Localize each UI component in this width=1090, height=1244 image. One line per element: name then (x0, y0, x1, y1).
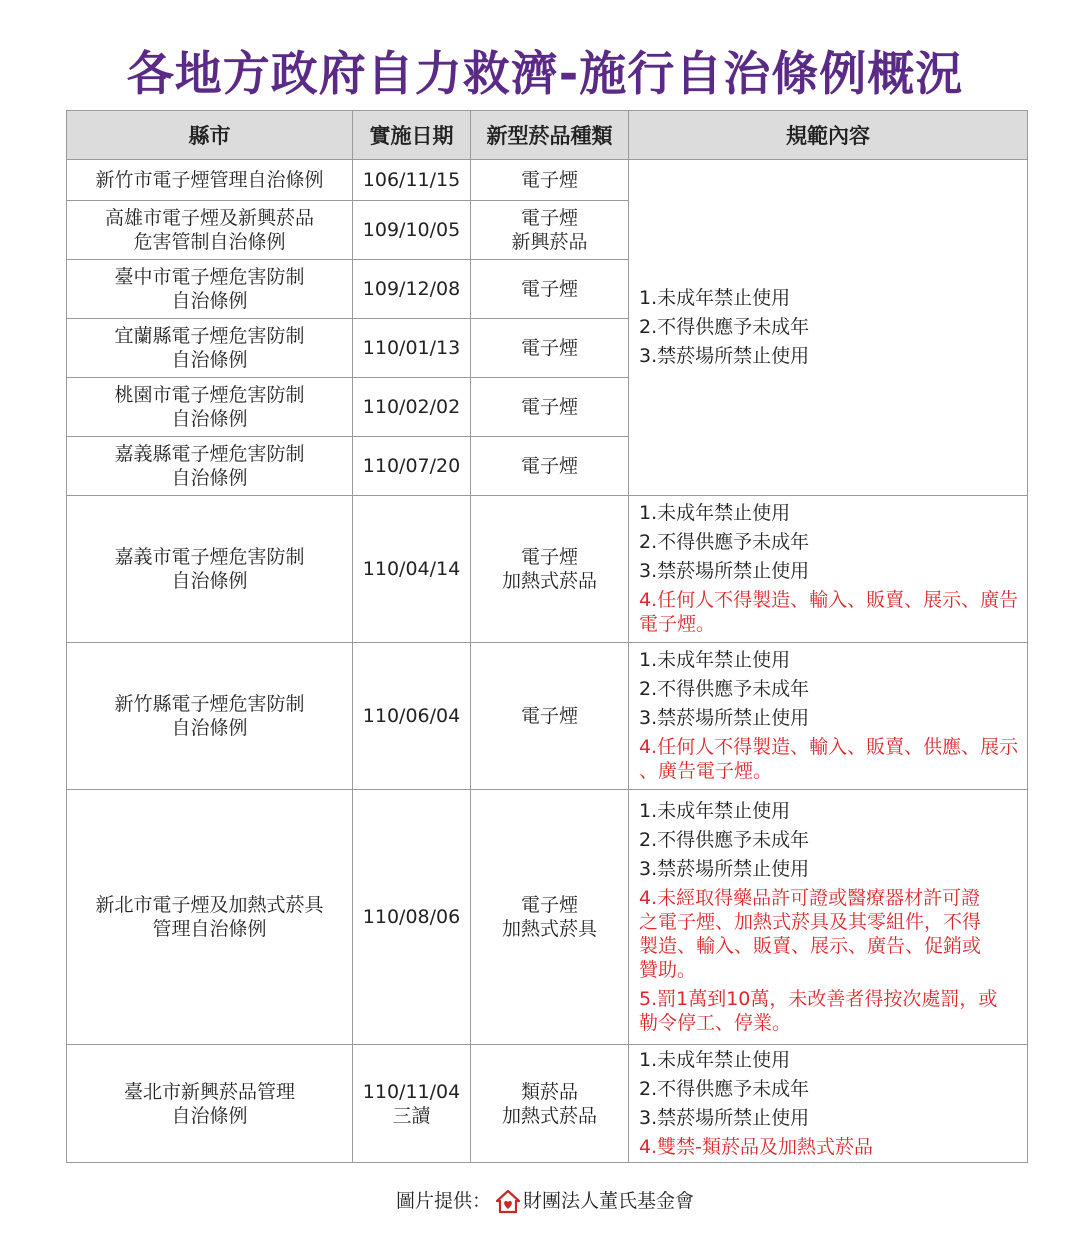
house-heart-icon (495, 1189, 521, 1215)
product-line: 電子煙 (520, 278, 578, 300)
county-line: 自治條例 (171, 1104, 248, 1127)
product-line: 電子煙 (520, 337, 578, 359)
date-line: 110/07/20 (362, 455, 461, 477)
rule-line: 贊助。 (639, 958, 697, 981)
rule-line: 4.雙禁-類菸品及加熱式菸品 (639, 1135, 873, 1158)
product-line: 電子煙 (520, 396, 578, 418)
county-line: 危害管制自治條例 (133, 231, 286, 253)
cell-county (67, 160, 353, 201)
date-line: 110/01/13 (362, 337, 461, 359)
cell-county (67, 496, 353, 643)
table-row (67, 160, 1028, 201)
table-header-row (67, 111, 1028, 160)
cell-rules (629, 643, 1028, 790)
product-line: 電子煙 (520, 546, 578, 568)
county-line: 自治條例 (171, 290, 248, 312)
table-row (67, 790, 1028, 1045)
date-line: 106/11/15 (362, 169, 461, 191)
cell-date (353, 496, 471, 643)
rule-item: 3.禁菸場所禁止使用 (639, 345, 810, 367)
rule-line: 5.罰1萬到10萬，未改善者得按次處罰，或 (639, 987, 998, 1010)
product-line: 電子煙 (520, 894, 578, 916)
date-line: 110/02/02 (362, 396, 461, 418)
rule-line: 勒令停工、停業。 (639, 1011, 792, 1034)
rule-item-highlight (639, 884, 1027, 985)
cell-rules (629, 790, 1028, 1045)
rule-item-highlight (639, 985, 1027, 1038)
cell-county (67, 319, 353, 378)
county-line: 嘉義市電子煙危害防制 (114, 546, 305, 568)
product-line: 電子煙 (520, 705, 578, 727)
rule-item: 2.不得供應予未成年 (639, 316, 810, 338)
product-line: 類菸品 (520, 1080, 578, 1103)
county-line: 高雄市電子煙及新興菸品 (104, 207, 314, 229)
county-line: 新竹市電子煙管理自治條例 (95, 169, 324, 191)
county-line: 新北市電子煙及加熱式菸具 (95, 894, 324, 916)
ordinance-table (66, 110, 1028, 1163)
header-county: 縣市 (67, 111, 353, 160)
county-line: 臺中市電子煙危害防制 (114, 266, 305, 288)
cell-product (471, 160, 629, 201)
rule-item: 1.未成年禁止使用 (639, 1048, 791, 1071)
county-line: 新竹縣電子煙危害防制 (114, 693, 305, 715)
cell-date (353, 378, 471, 437)
cell-date (353, 160, 471, 201)
product-line: 電子煙 (520, 455, 578, 477)
rule-item: 3.禁菸場所禁止使用 (639, 560, 810, 582)
footer-org: 財團法人董氏基金會 (523, 1190, 695, 1212)
rule-line: 4.任何人不得製造、輸入、販賣、供應、展示 (639, 736, 1019, 758)
rule-line: 、廣告電子煙。 (639, 760, 773, 782)
rule-item: 2.不得供應予未成年 (639, 1077, 810, 1100)
table-row (67, 496, 1028, 643)
product-line: 加熱式菸品 (501, 1104, 597, 1127)
table-row (67, 1045, 1028, 1163)
rule-line: 電子煙。 (639, 613, 716, 635)
product-line: 加熱式菸品 (501, 570, 597, 592)
rule-line: 4.任何人不得製造、輸入、販賣、展示、廣告 (639, 589, 1019, 611)
header-product: 新型菸品種類 (471, 111, 629, 160)
cell-county (67, 790, 353, 1045)
rule-line: 之電子煙、加熱式菸具及其零組件，不得 (639, 910, 982, 933)
rule-item: 1.未成年禁止使用 (639, 649, 791, 671)
cell-product (471, 1045, 629, 1163)
rule-item: 1.未成年禁止使用 (639, 287, 791, 309)
cell-date (353, 201, 471, 260)
county-line: 宜蘭縣電子煙危害防制 (114, 325, 305, 347)
cell-county (67, 437, 353, 496)
date-line: 109/12/08 (362, 278, 461, 300)
rule-item-highlight (639, 733, 1027, 786)
county-line: 桃園市電子煙危害防制 (114, 384, 305, 406)
rule-item: 2.不得供應予未成年 (639, 828, 810, 851)
rule-line: 製造、輸入、販賣、展示、廣告、促銷或 (639, 934, 982, 957)
cell-product (471, 378, 629, 437)
rule-item: 1.未成年禁止使用 (639, 502, 791, 524)
product-line: 加熱式菸具 (501, 918, 597, 940)
cell-rules (629, 496, 1028, 643)
date-line: 三讀 (392, 1104, 431, 1127)
cell-county (67, 260, 353, 319)
rule-item: 2.不得供應予未成年 (639, 531, 810, 553)
rule-item: 3.禁菸場所禁止使用 (639, 1106, 810, 1129)
date-line: 109/10/05 (362, 219, 461, 241)
county-line: 嘉義縣電子煙危害防制 (114, 443, 305, 465)
cell-county (67, 378, 353, 437)
county-line: 自治條例 (171, 467, 248, 489)
cell-product (471, 201, 629, 260)
date-line: 110/08/06 (362, 906, 461, 928)
page-title: 各地方政府自力救濟-施行自治條例概況 (126, 47, 964, 102)
footer-label: 圖片提供： (395, 1190, 491, 1212)
county-line: 臺北市新興菸品管理 (123, 1080, 295, 1103)
county-line: 自治條例 (171, 717, 248, 739)
cell-rules-shared (629, 160, 1028, 496)
rule-item: 3.禁菸場所禁止使用 (639, 857, 810, 880)
table-body (67, 160, 1028, 1163)
rule-item-highlight (639, 586, 1027, 639)
product-line: 電子煙 (520, 207, 578, 229)
cell-date (353, 260, 471, 319)
cell-product (471, 437, 629, 496)
rule-line: 4.未經取得藥品許可證或醫療器材許可證 (639, 886, 981, 909)
date-line: 110/04/14 (362, 558, 461, 580)
product-line: 新興菸品 (511, 231, 588, 253)
cell-county (67, 201, 353, 260)
header-rules: 規範內容 (629, 111, 1028, 160)
product-line: 電子煙 (520, 169, 578, 191)
cell-date (353, 790, 471, 1045)
date-line: 110/11/04 (362, 1080, 461, 1103)
cell-product (471, 643, 629, 790)
county-line: 自治條例 (171, 408, 248, 430)
date-line: 110/06/04 (362, 705, 461, 727)
rule-item: 3.禁菸場所禁止使用 (639, 707, 810, 729)
cell-product (471, 496, 629, 643)
cell-county (67, 1045, 353, 1163)
cell-product (471, 790, 629, 1045)
county-line: 管理自治條例 (152, 918, 267, 940)
cell-date (353, 437, 471, 496)
cell-date (353, 319, 471, 378)
rule-item: 1.未成年禁止使用 (639, 799, 791, 822)
cell-date (353, 1045, 471, 1163)
cell-product (471, 260, 629, 319)
cell-rules (629, 1045, 1028, 1163)
footer-credit (0, 1186, 1090, 1216)
rule-item-highlight (639, 1133, 1027, 1162)
header-date: 實施日期 (353, 111, 471, 160)
rule-item: 2.不得供應予未成年 (639, 678, 810, 700)
cell-product (471, 319, 629, 378)
county-line: 自治條例 (171, 570, 248, 592)
table-row (67, 643, 1028, 790)
cell-county (67, 643, 353, 790)
county-line: 自治條例 (171, 349, 248, 371)
cell-date (353, 643, 471, 790)
